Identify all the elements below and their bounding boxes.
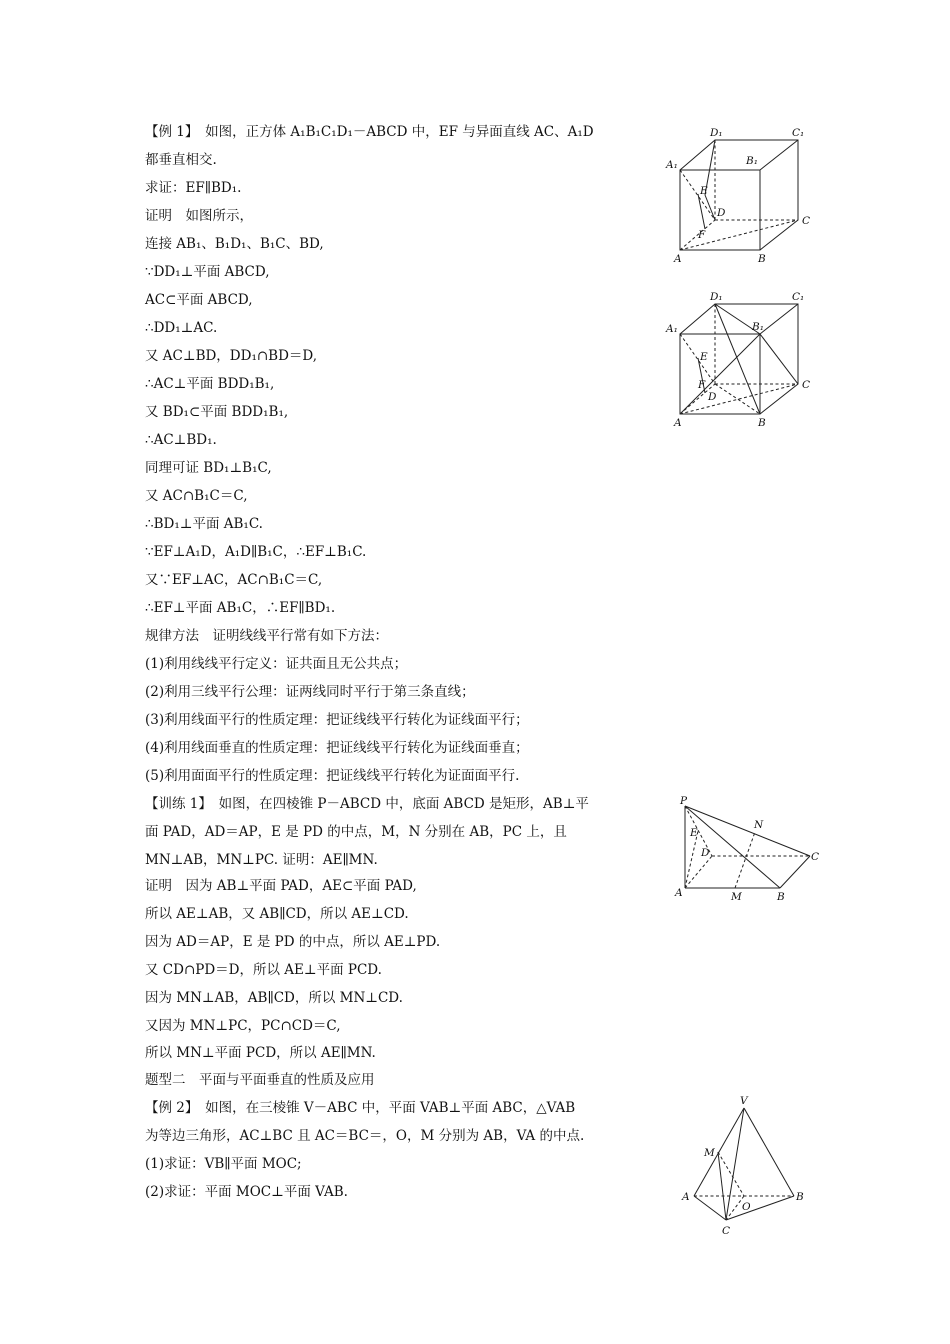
training1-heading: 【训练 1】 如图，在四棱锥 P－ABCD 中，底面 ABCD 是矩形，AB⊥平 bbox=[145, 796, 589, 812]
segment-e bbox=[698, 194, 705, 229]
pyramid-figure bbox=[670, 794, 830, 909]
segment-mn bbox=[735, 832, 755, 888]
text-line: 又因为 MN⊥PC，PC∩CD＝C, bbox=[145, 1018, 341, 1034]
text-line: 所以 MN⊥平面 PCD，所以 AE∥MN. bbox=[145, 1045, 376, 1061]
label-A: A bbox=[682, 1191, 690, 1203]
label-D1: D₁ bbox=[710, 127, 723, 139]
label-A: A bbox=[674, 253, 682, 265]
text-line: 为等边三角形，AC⊥BC 且 AC＝BC＝，O，M 分别为 AB，VA 的中点. bbox=[145, 1128, 585, 1144]
method-item: (2)利用三线平行公理：证两线同时平行于第三条直线； bbox=[145, 684, 475, 700]
diag-b1c bbox=[760, 334, 798, 384]
text-line: 所以 AE⊥AB，又 AB∥CD，所以 AE⊥CD. bbox=[145, 906, 409, 922]
label-C1: C₁ bbox=[792, 291, 805, 303]
method-item: (3)利用线面平行的性质定理：把证线线平行转化为证线面平行； bbox=[145, 712, 529, 728]
edge-ac bbox=[694, 1196, 726, 1220]
method-item: (5)利用面面平行的性质定理：把证线线平行转化为证面面平行. bbox=[145, 768, 520, 784]
label-C: C bbox=[802, 215, 811, 227]
segment-mc bbox=[718, 1152, 726, 1220]
text-line: 又 AC⊥BD，DD₁∩BD＝D, bbox=[145, 348, 318, 364]
label-F: F bbox=[698, 229, 706, 241]
label-C1: C₁ bbox=[792, 127, 805, 139]
cube-figure-2 bbox=[660, 288, 820, 438]
example1-heading: 【例 1】 如图，正方体 A₁B₁C₁D₁－ABCD 中，EF 与异面直线 AC、A₁D bbox=[145, 124, 594, 140]
text-line: 因为 AD＝AP，E 是 PD 的中点，所以 AE⊥PD. bbox=[145, 934, 441, 950]
method-item: (4)利用线面垂直的性质定理：把证线线平行转化为证线面垂直； bbox=[145, 740, 529, 756]
label-E: E bbox=[700, 185, 708, 197]
text-line: 又 AC∩B₁C＝C, bbox=[145, 488, 248, 504]
label-E: E bbox=[690, 827, 698, 839]
text-line: ∴DD₁⊥AC. bbox=[145, 320, 218, 336]
text-line: AC⊂平面 ABCD, bbox=[145, 292, 253, 308]
text-line: (1)求证：VB∥平面 MOC; bbox=[145, 1156, 302, 1172]
label-A1: A₁ bbox=[666, 323, 678, 335]
text-line: 面 PAD，AD＝AP，E 是 PD 的中点，M，N 分别在 AB，PC 上，且 bbox=[145, 824, 567, 840]
example2-heading: 【例 2】 如图，在三棱锥 V－ABC 中，平面 VAB⊥平面 ABC，△VAB bbox=[145, 1100, 576, 1116]
text-line: 又 BD₁⊂平面 BDD₁B₁, bbox=[145, 404, 289, 420]
label-O: O bbox=[742, 1201, 751, 1213]
method-heading: 规律方法 证明线线平行常有如下方法： bbox=[145, 628, 388, 644]
edge-pb bbox=[685, 806, 780, 888]
text-line: ∴EF⊥平面 AB₁C，∴EF∥BD₁. bbox=[145, 600, 336, 616]
label-V: V bbox=[740, 1095, 748, 1107]
diag-bd bbox=[715, 384, 760, 414]
diag-ab1 bbox=[680, 334, 760, 414]
edge-bc bbox=[780, 856, 810, 888]
label-C: C bbox=[722, 1225, 731, 1237]
label-B: B bbox=[777, 891, 785, 903]
label-A: A bbox=[674, 417, 682, 429]
text-line: MN⊥AB，MN⊥PC. 证明：AE∥MN. bbox=[145, 852, 378, 868]
label-B: B bbox=[758, 417, 766, 429]
label-B1: B₁ bbox=[752, 321, 764, 333]
label-C: C bbox=[802, 379, 811, 391]
text-line: 因为 MN⊥AB，AB∥CD，所以 MN⊥CD. bbox=[145, 990, 403, 1006]
text-line: 都垂直相交. bbox=[145, 152, 217, 168]
text-line: 证明 如图所示， bbox=[145, 208, 253, 224]
text-line: 同理可证 BD₁⊥B₁C, bbox=[145, 460, 272, 476]
tetrahedron-figure bbox=[680, 1094, 810, 1239]
label-M: M bbox=[704, 1147, 715, 1159]
label-D: D bbox=[717, 207, 726, 219]
method-item: (1)利用线线平行定义：证共面且无公共点； bbox=[145, 656, 408, 672]
edge-ad bbox=[685, 856, 712, 888]
label-D: D bbox=[708, 391, 717, 403]
label-B1: B₁ bbox=[746, 155, 758, 167]
edge-vb bbox=[744, 1108, 794, 1196]
text-line: ∴BD₁⊥平面 AB₁C. bbox=[145, 516, 263, 532]
text-line: 证明 因为 AB⊥平面 PAD，AE⊂平面 PAD, bbox=[145, 878, 417, 894]
text-line: 求证：EF∥BD₁. bbox=[145, 180, 242, 196]
label-P: P bbox=[680, 795, 688, 807]
text-line: (2)求证：平面 MOC⊥平面 VAB. bbox=[145, 1184, 348, 1200]
section-heading: 题型二 平面与平面垂直的性质及应用 bbox=[145, 1072, 375, 1088]
label-E: E bbox=[700, 351, 708, 363]
text-line: 连接 AB₁、B₁D₁、B₁C、BD, bbox=[145, 236, 324, 252]
label-N: N bbox=[754, 819, 764, 831]
label-D1: D₁ bbox=[710, 291, 723, 303]
diag-a1d bbox=[680, 170, 715, 220]
text-line: ∴AC⊥平面 BDD₁B₁, bbox=[145, 376, 275, 392]
label-C: C bbox=[811, 851, 820, 863]
label-B: B bbox=[758, 253, 766, 265]
label-B: B bbox=[796, 1191, 804, 1203]
text-line: ∵DD₁⊥平面 ABCD, bbox=[145, 264, 270, 280]
label-A1: A₁ bbox=[666, 159, 678, 171]
text-line: 又 CD∩PD＝D，所以 AE⊥平面 PCD. bbox=[145, 962, 382, 978]
text-line: ∵EF⊥A₁D，A₁D∥B₁C，∴EF⊥B₁C. bbox=[145, 544, 367, 560]
text-line: ∴AC⊥BD₁. bbox=[145, 432, 217, 448]
edge-bc bbox=[726, 1196, 794, 1220]
label-F: F bbox=[698, 379, 706, 391]
segment-ae bbox=[685, 831, 698, 888]
text-line: 又∵EF⊥AC，AC∩B₁C＝C, bbox=[145, 572, 323, 588]
label-D: D bbox=[701, 847, 710, 859]
label-M: M bbox=[731, 891, 742, 903]
label-A: A bbox=[675, 887, 683, 899]
cube-figure-1 bbox=[660, 120, 820, 270]
